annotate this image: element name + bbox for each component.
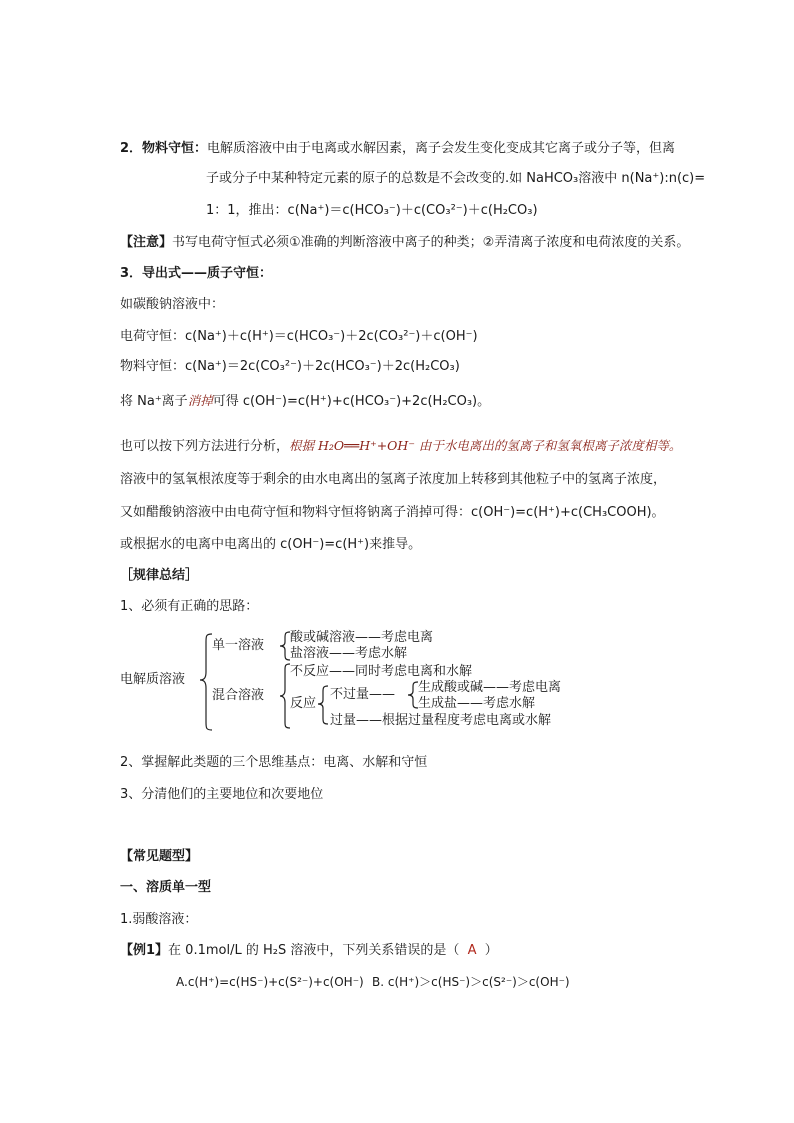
analysis-p2: 又如醋酸钠溶液中由电荷守恒和物料守恒将钠离子消掉可得：c(OH⁻)=c(H⁺)+c(CH₃COOH)。 [120,505,665,520]
tree-root: 电解质溶液 [120,672,186,687]
tree-salt: 盐溶液——考虑水解 [290,646,408,661]
tree-acid-base: 酸或碱溶液——考虑电离 [290,630,434,645]
tree-gen-acid: 生成酸或碱——考虑电离 [418,680,562,695]
mixed-brace [280,664,290,728]
charge-conservation: 电荷守恒：c(Na⁺)＋c(H⁺)＝c(HCO₃⁻)＋2c(CO₃²⁻)＋c(OH⁻) [120,329,478,344]
note-line [120,234,689,252]
item2-line2: 子或分子中某种特定元素的原子的总数是不会改变的.如 NaHCO₃溶液中 n(Na⁺):n(c)= [206,171,706,186]
analysis-p3: 或根据水的电离中电离出的 c(OH⁻)=c(H⁺)来推导。 [120,537,422,552]
tree-mixed: 混合溶液 [212,688,265,703]
item3-heading: 3．导出式——质子守恒： [120,266,273,281]
summary-item1: 1、必须有正确的思路： [120,599,259,614]
common-heading: 【常见题型】 [120,849,199,864]
option-b: B. c(H⁺)＞c(HS⁻)＞c(S²⁻)＞c(OH⁻) [372,975,570,989]
note-label: 【注意】 [120,235,173,250]
handwritten-analysis: 根据 H₂O══H⁺+OH⁻ 由于水电离出的氢离子和氢氧根离子浓度相等。 [289,438,682,453]
classification-tree [120,628,640,738]
not-excess-brace [408,682,418,708]
tree-no-react: 不反应——同时考虑电离和水解 [290,664,473,679]
handwritten-note: 消掉 [187,393,213,408]
item2-text1: 电解质溶液中由于电离或水解因素，离子会发生变化变成其它离子或分子等，但离 [207,141,676,156]
sub-weak-acid: 1.弱酸溶液： [120,912,198,927]
summary-item3: 3、分清他们的主要地位和次要地位 [120,787,324,802]
tree-gen-salt: 生成盐——考虑水解 [418,696,536,711]
eliminate-line [120,392,490,411]
analysis-p1: 溶液中的氢氧根浓度等于剩余的由水电离出的氢离子浓度加上转移到其他粒子中的氢离子浓度， [120,472,667,487]
note-text: 书写电荷守恒式必须①准确的判断溶液中离子的种类；②弄清离子浓度和电荷浓度的关系。 [172,235,690,250]
example1-label: 【例1】 [120,943,169,958]
summary-item2: 2、掌握解此类题的三个思维基点：电离、水解和守恒 [120,755,428,770]
item2-line3: 1：1，推出：c(Na⁺)＝c(HCO₃⁻)＋c(CO₃²⁻)＋c(H₂CO₃) [206,203,538,218]
section-solute-single: 一、溶质单一型 [120,880,212,895]
tree-react: 反应 [290,696,317,711]
analysis-pre: 也可以按下列方法进行分析， [120,439,290,454]
tree-excess: 过量——根据过量程度考虑电离或水解 [330,713,552,728]
example1-line [120,942,498,960]
example1-answer: A [467,943,477,958]
item2-line1 [120,140,675,158]
analysis-line [120,437,681,456]
single-brace [280,632,290,660]
tree-single: 单一溶液 [212,638,265,653]
option-a: A.c(H⁺)=c(HS⁻)+c(S²⁻)+c(OH⁻) [176,975,364,989]
tree-not-excess: 不过量—— [330,687,396,702]
root-brace [200,634,212,730]
eliminate-post: 可得 c(OH⁻)=c(H⁺)+c(HCO₃⁻)+2c(H₂CO₃)。 [212,394,491,409]
react-brace [318,686,328,724]
material-conservation: 物料守恒：c(Na⁺)＝2c(CO₃²⁻)＋2c(HCO₃⁻)＋2c(H₂CO₃) [120,359,460,374]
summary-heading: ［规律总结］ [120,568,199,583]
eliminate-pre: 将 Na⁺离子 [120,394,188,409]
item2-label: 2．物料守恒： [120,141,208,156]
item3-example: 如碳酸钠溶液中： [120,297,225,312]
example1-text: 在 0.1mol/L 的 H₂S 溶液中，下列关系错误的是（ [168,943,460,958]
example1-close: ） [484,943,498,958]
